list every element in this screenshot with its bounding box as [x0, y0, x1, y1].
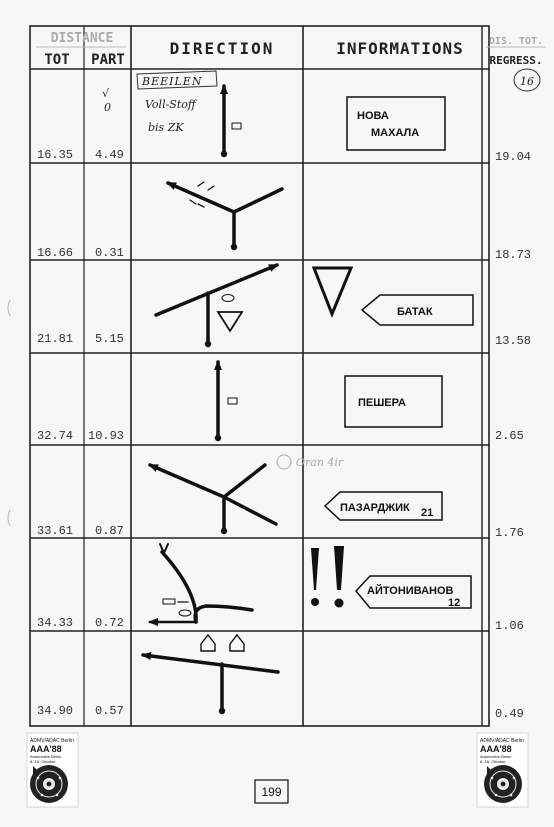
- row4-part: 10.93: [88, 429, 125, 443]
- row5-direction-diagram: [150, 465, 276, 534]
- logo-right-line1: ADMV/ADAC Berlin: [480, 738, 524, 744]
- header-distance: DISTANCE: [50, 31, 114, 46]
- row6-danger-marks: [311, 546, 344, 608]
- brake-disc-icon: [484, 765, 522, 803]
- row2-regress: 18.73: [495, 248, 532, 262]
- distance-values: [37, 148, 531, 721]
- row3-yield-sign: [314, 268, 351, 314]
- row6-regress: 1.06: [495, 619, 524, 633]
- row5-sign-text: ПАЗАРДЖИК: [340, 502, 410, 514]
- row1-sign-line1: НОВА: [357, 110, 389, 122]
- logo-right: [477, 733, 528, 807]
- row1-direction-diagram: [221, 86, 241, 157]
- row7-regress: 0.49: [495, 707, 524, 721]
- row4-direction-diagram: [215, 362, 237, 441]
- row3-sign-batak: [362, 295, 473, 325]
- table-header: [44, 31, 543, 68]
- brake-disc-icon: [30, 765, 68, 803]
- header-dist-tot: DIS. TOT.: [488, 36, 544, 47]
- logo-right-line2: AAA'88: [480, 744, 512, 754]
- row6-sign-aytonivanov: [356, 576, 471, 609]
- header-part: PART: [91, 52, 125, 68]
- row1-sign-nova-mahala: [347, 97, 445, 150]
- row5-handwritten-note: [277, 455, 344, 469]
- page-number-box: [255, 780, 288, 803]
- row1-note-line3: bis ZK: [148, 121, 184, 134]
- row1-checkmark-sub: 0: [104, 101, 111, 114]
- logo-left-line1: ADMV/ADAC Berlin: [30, 738, 74, 744]
- row1-boxed-note: BEEILEN: [142, 75, 203, 88]
- logo-right-line3: Automotive Berlin: [480, 754, 512, 759]
- row3-regress: 13.58: [495, 334, 532, 348]
- row7-direction-diagram: [143, 635, 278, 714]
- row5-regress: 1.76: [495, 526, 524, 540]
- logo-left-line2: AAA'88: [30, 744, 62, 754]
- logo-left: [27, 733, 78, 807]
- row6-sign-text: АЙТОНИВАНОВ: [367, 585, 454, 597]
- row6-part: 0.72: [95, 616, 124, 630]
- row4-regress: 2.65: [495, 429, 524, 443]
- header-informations: INFORMATIONS: [336, 39, 464, 58]
- row6-sign-number: 12: [448, 597, 461, 609]
- page-number: 199: [261, 785, 282, 799]
- row1-sign-line2: МАХАЛА: [371, 127, 420, 139]
- row7-tot: 34.90: [37, 704, 74, 718]
- row3-direction-diagram: [156, 265, 277, 347]
- binding-holes: [8, 300, 10, 526]
- corner-number: 16: [520, 75, 534, 88]
- row1-handwritten-notes: [102, 71, 217, 134]
- logo-left-line4: 8.-16. Oktober: [30, 759, 56, 764]
- row5-tot: 33.61: [37, 524, 74, 538]
- row5-sign-number: 21: [421, 507, 434, 519]
- row5-faint-note: Oran 4ir: [296, 456, 344, 469]
- row3-tot: 21.81: [37, 332, 74, 346]
- logo-right-line4: 8.-16. Oktober: [480, 759, 506, 764]
- row1-checkmark: √: [102, 87, 110, 100]
- row6-direction-diagram: [150, 544, 252, 622]
- row1-regress: 19.04: [495, 150, 532, 164]
- row2-part: 0.31: [95, 246, 124, 260]
- logo-left-line3: Automotive Berlin: [30, 754, 62, 759]
- row1-tot: 16.35: [37, 148, 74, 162]
- row7-part: 0.57: [95, 704, 124, 718]
- row5-sign-pazardzhik: [325, 492, 442, 520]
- header-direction: DIRECTION: [169, 39, 275, 58]
- row1-note-line2: Voll-Stoff: [145, 98, 196, 111]
- header-tot: TOT: [44, 52, 70, 68]
- row3-part: 5.15: [95, 332, 124, 346]
- row4-tot: 32.74: [37, 429, 74, 443]
- header-regress: REGRESS.: [489, 54, 543, 67]
- row3-sign-text: БАТАК: [397, 306, 433, 318]
- row2-tot: 16.66: [37, 246, 74, 260]
- row4-sign-text: ПЕШЕРА: [358, 397, 406, 409]
- row4-sign-peshera: [345, 376, 442, 427]
- row2-direction-diagram: [168, 182, 282, 250]
- row5-part: 0.87: [95, 524, 124, 538]
- row1-part: 4.49: [95, 148, 124, 162]
- row6-tot: 34.33: [37, 616, 74, 630]
